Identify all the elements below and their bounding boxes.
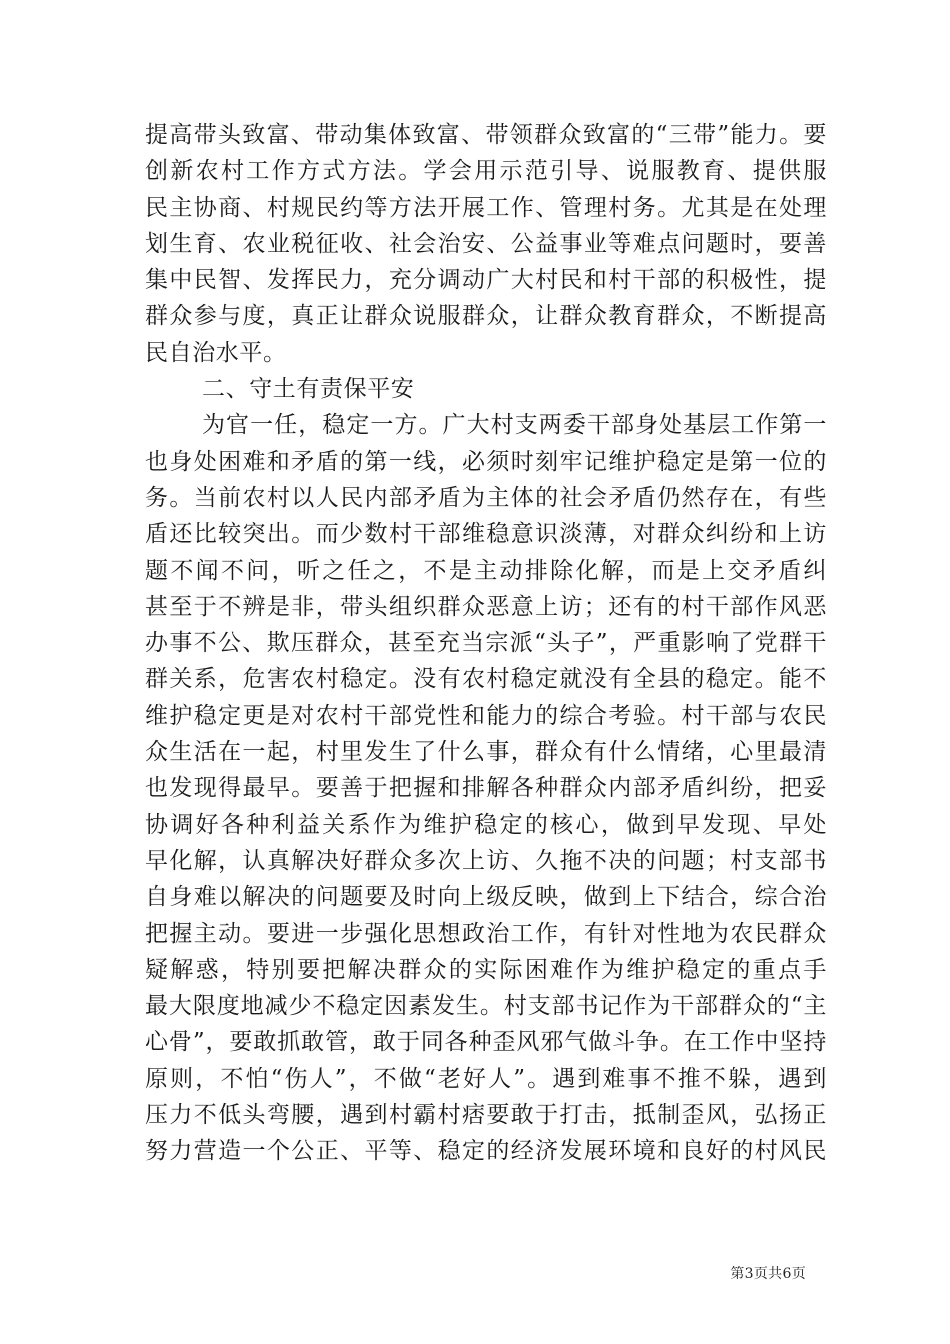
text-line: 群关系，危害农村稳定。没有农村稳定就没有全县的稳定。能不	[145, 666, 827, 693]
text-line: 原则，不怕“伤人”，不做“老好人”。遇到难事不推不躲，遇到	[145, 1065, 827, 1092]
page-footer	[0, 1263, 950, 1283]
text-line: 民自治水平。	[145, 339, 287, 366]
text-line: 为官一任，稳定一方。广大村支两委干部身处基层工作第一	[202, 412, 827, 439]
section-heading: 二、守土有责保平安	[202, 376, 415, 403]
text-line: 民主协商、村规民约等方法开展工作、管理村务。尤其是在处理	[145, 194, 827, 221]
text-line: 压力不低头弯腰，遇到村霸村痞要敢于打击，抵制歪风，弘扬正	[145, 1102, 827, 1129]
text-line: 早化解，认真解决好群众多次上访、久拖不决的问题；村支部书	[145, 847, 827, 874]
text-line: 努力营造一个公正、平等、稳定的经济发展环境和良好的村风民	[145, 1138, 827, 1165]
text-line: 心骨”，要敢抓敢管，敢于同各种歪风邪气做斗争。在工作中坚持	[145, 1029, 827, 1056]
text-line: 也发现得最早。要善于把握和排解各种群众内部矛盾纠纷，把妥	[145, 775, 827, 802]
text-line: 务。当前农村以人民内部矛盾为主体的社会矛盾仍然存在，有些	[145, 484, 827, 511]
text-line: 群众参与度，真正让群众说服群众，让群众教育群众，不断提高	[145, 303, 827, 330]
text-line: 甚至于不辨是非，带头组织群众恶意上访；还有的村干部作风恶	[145, 593, 827, 620]
text-line: 把握主动。要进一步强化思想政治工作，有针对性地为农民群众	[145, 920, 827, 947]
text-line: 创新农村工作方式方法。学会用示范引导、说服教育、提供服	[145, 158, 827, 185]
text-line: 题不闻不问，听之任之，不是主动排除化解，而是上交矛盾纠	[145, 557, 827, 584]
text-line: 协调好各种利益关系作为维护稳定的核心，做到早发现、早处	[145, 811, 827, 838]
text-line: 也身处困难和矛盾的第一线，必须时刻牢记维护稳定是第一位的	[145, 448, 827, 475]
text-line: 维护稳定更是对农村干部党性和能力的综合考验。村干部与农民	[145, 702, 827, 729]
text-line: 疑解惑，特别要把解决群众的实际困难作为维护稳定的重点手	[145, 956, 827, 983]
text-line: 众生活在一起，村里发生了什么事，群众有什么情绪，心里最清	[145, 739, 827, 766]
text-line: 自身难以解决的问题要及时向上级反映，做到上下结合，综合治	[145, 884, 827, 911]
text-line: 盾还比较突出。而少数村干部维稳意识淡薄，对群众纠纷和上访	[145, 521, 827, 548]
body-text	[145, 117, 827, 1170]
text-line: 集中民智、发挥民力，充分调动广大村民和村干部的积极性，提	[145, 267, 827, 294]
text-line: 最大限度地减少不稳定因素发生。村支部书记作为干部群众的“主	[145, 993, 827, 1020]
page-number: 第3页共6页	[730, 1266, 806, 1282]
text-line: 提高带头致富、带动集体致富、带领群众致富的“三带”能力。要	[145, 122, 827, 148]
text-line: 划生育、农业税征收、社会治安、公益事业等难点问题时，要善	[145, 230, 827, 257]
text-line: 办事不公、欺压群众，甚至充当宗派“头子”，严重影响了党群干	[145, 630, 827, 657]
